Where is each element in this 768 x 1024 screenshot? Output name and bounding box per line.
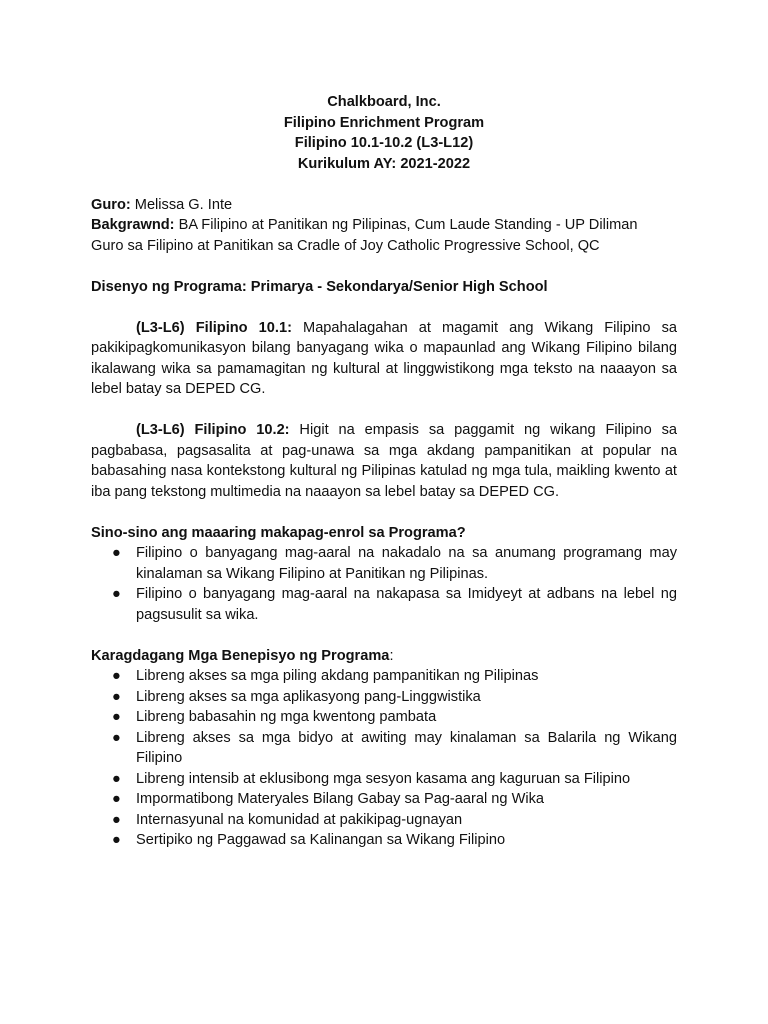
- course-2-paragraph: [91, 420, 677, 502]
- list-item-text: Internasyunal na komunidad at pakikipag-ugnayan: [136, 811, 463, 828]
- list-item-text: Libreng akses sa mga piling akdang pampanitikan ng Pilipinas: [136, 668, 539, 684]
- course-1-label: (L3-L6) Filipino 10.1:: [136, 319, 292, 336]
- bullet-icon: ●: [112, 709, 121, 725]
- bullet-icon: ●: [112, 832, 121, 848]
- list-item: [91, 543, 677, 584]
- spacer: [91, 256, 677, 277]
- enrol-heading: Sino-sino ang maaaring makapag-enrol sa Programa?: [91, 524, 466, 541]
- bullet-icon: ●: [112, 770, 121, 787]
- course-2-text: Higit na empasis sa paggamit ng wikang Filipino sa pagbabasa, pagsasalita at pag-unawa sa mga akdang pampanitikan at popular na babasahing nasa kontekstong kultural ng Pilipinas katulad ng mga tula, maikling kwento at iba pang tekstong multimedia na naaayon sa lebel batay sa DEPED CG.: [91, 422, 678, 500]
- background-value: BA Filipino at Panitikan ng Pilipinas, Cum Laude Standing - UP Diliman: [174, 217, 638, 233]
- benefits-heading-line: [91, 646, 677, 667]
- bullet-icon: ●: [112, 811, 121, 828]
- list-item-text: Libreng intensib at eklusibong mga sesyon kasama ang kaguruan sa Filipino: [136, 770, 631, 787]
- bullet-icon: ●: [112, 668, 121, 684]
- list-item-text: Libreng akses sa mga aplikasyong pang-Linggwistika: [136, 688, 481, 705]
- company-name: Chalkboard, Inc.: [327, 94, 441, 110]
- teacher-line: [91, 195, 677, 216]
- spacer: [91, 625, 677, 646]
- bullet-icon: ●: [112, 729, 121, 746]
- spacer: [91, 174, 677, 195]
- enrol-list: [91, 543, 677, 625]
- spacer: [91, 400, 677, 421]
- program-name: Filipino Enrichment Program: [283, 114, 485, 131]
- bullet-icon: ●: [112, 791, 121, 807]
- spacer: [91, 297, 677, 318]
- spacer: [91, 502, 677, 523]
- list-item: [91, 789, 677, 810]
- list-item: [91, 728, 677, 769]
- background-line-2: Guro sa Filipino at Panitikan sa Cradle of Joy Catholic Progressive School, QC: [91, 237, 600, 254]
- teacher-label: Guro:: [91, 196, 131, 213]
- list-item-text: Filipino o banyagang mag-aaral na nakadalo na sa anumang programang may kinalaman sa Wikang Filipino at Panitikan ng Pilipinas.: [136, 545, 677, 582]
- list-item: [91, 687, 677, 708]
- course-code: Filipino 10.1-10.2 (L3-L12): [294, 135, 474, 151]
- course-1-paragraph: [91, 318, 677, 400]
- list-item: [91, 707, 677, 728]
- list-item-text: Sertipiko ng Paggawad sa Kalinangan sa Wikang Filipino: [136, 832, 506, 848]
- bullet-icon: ●: [112, 545, 121, 561]
- list-item: [91, 584, 677, 625]
- list-item-text: Libreng akses sa mga bidyo at awiting may kinalaman sa Balarila ng Wikang Filipino: [136, 729, 677, 766]
- course-1-text: Mapahalagahan at magamit ang Wikang Filipino sa pakikipagkomunikasyon bilang banyagang wika o mapaunlad ang Wikang Filipino bilang ikalawang wika sa pamamagitan ng kultural at linggwistikong mga teksto na naaayon sa lebel batay sa DEPED CG.: [91, 319, 677, 397]
- list-item-text: Impormatibong Materyales Bilang Gabay sa Pag-aaral ng Wika: [136, 791, 545, 807]
- bullet-icon: ●: [112, 688, 121, 705]
- benefits-list: [91, 666, 677, 851]
- course-2-label: (L3-L6) Filipino 10.2:: [136, 422, 290, 438]
- benefits-heading-colon: :: [389, 647, 394, 664]
- background-label: Bakgrawnd:: [91, 217, 175, 233]
- benefits-heading: Karagdagang Mga Benepisyo ng Programa: [91, 647, 390, 664]
- background-line: [91, 215, 677, 236]
- list-item-text: Libreng babasahin ng mga kwentong pambata: [136, 709, 437, 725]
- academic-year: Kurikulum AY: 2021-2022: [297, 155, 471, 172]
- list-item: [91, 666, 677, 687]
- teacher-value: Melissa G. Inte: [130, 196, 233, 213]
- list-item: [91, 810, 677, 831]
- bullet-icon: ●: [112, 586, 121, 602]
- list-item-text: Filipino o banyagang mag-aaral na nakapasa sa Imidyeyt at adbans na lebel ng pagsusulit sa wika.: [136, 586, 677, 623]
- list-item: [91, 769, 677, 790]
- list-item: [91, 830, 677, 851]
- design-heading: Disenyo ng Programa: Primarya - Sekondarya/Senior High School: [91, 278, 548, 295]
- document-header: [91, 92, 677, 174]
- document-content: [91, 92, 677, 851]
